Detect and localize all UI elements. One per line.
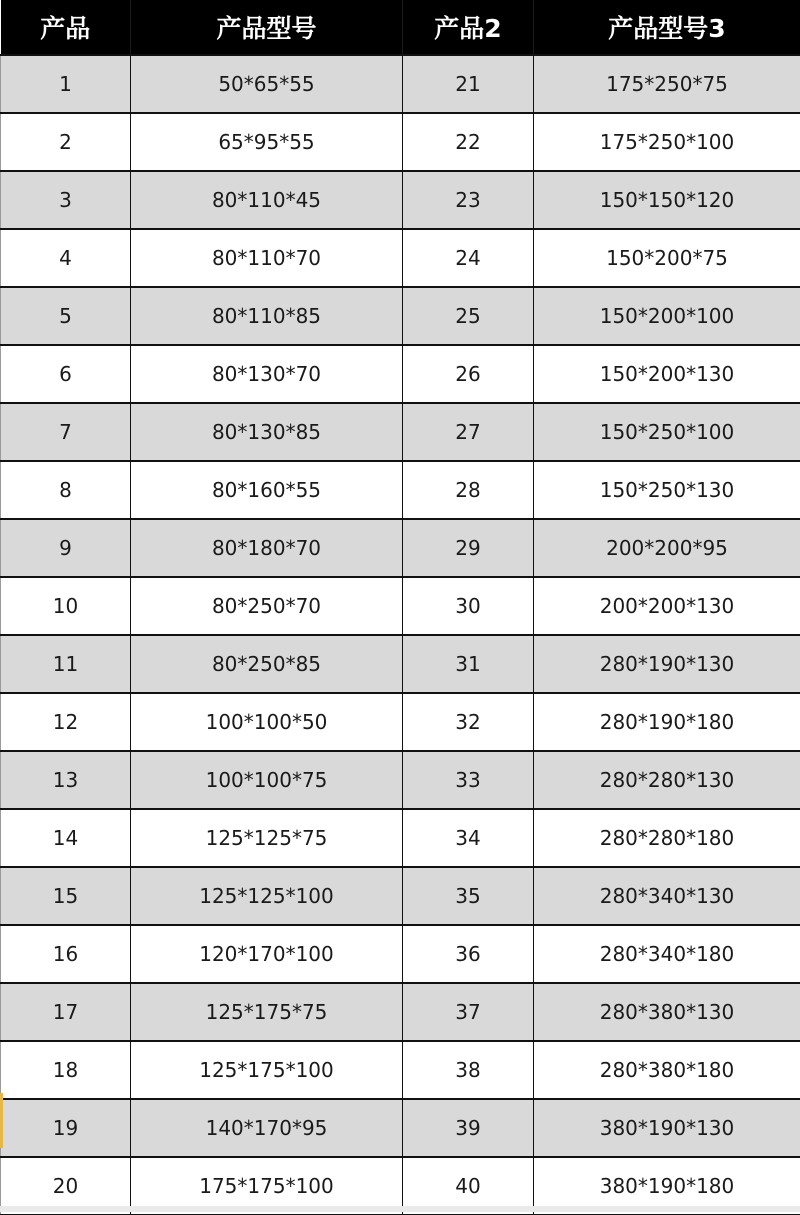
cell-product-no: 19 [1,1099,131,1157]
table-row [1,113,800,171]
cell-product-2-no: 38 [403,1041,534,1099]
cell-product-2-no: 40 [403,1157,534,1215]
table-row [1,345,800,403]
cell-product-no: 7 [1,403,131,461]
table-row [1,577,800,635]
cell-product-model: 65*95*55 [131,113,403,171]
cell-product-no: 16 [1,925,131,983]
cell-product-model: 125*175*75 [131,983,403,1041]
table-row [1,229,800,287]
cell-product-model: 140*170*95 [131,1099,403,1157]
table-row [1,519,800,577]
cell-product-model-3: 150*200*130 [534,345,800,403]
cell-product-no: 10 [1,577,131,635]
cell-product-model-3: 150*250*130 [534,461,800,519]
cell-product-model-3: 150*200*75 [534,229,800,287]
cell-product-model-3: 280*380*180 [534,1041,800,1099]
table-body [1,55,800,1215]
table-row [1,1041,800,1099]
table-row [1,983,800,1041]
cell-product-2-no: 32 [403,693,534,751]
cell-product-2-no: 39 [403,1099,534,1157]
cell-product-no: 5 [1,287,131,345]
cell-product-2-no: 25 [403,287,534,345]
row-accent-mark [0,1093,3,1148]
cell-product-no: 4 [1,229,131,287]
cell-product-no: 9 [1,519,131,577]
cell-product-2-no: 31 [403,635,534,693]
cell-product-model-3: 280*380*130 [534,983,800,1041]
cell-product-model: 80*130*70 [131,345,403,403]
table-row [1,809,800,867]
table-row [1,635,800,693]
table-row [1,55,800,113]
cell-product-model: 80*180*70 [131,519,403,577]
table-row [1,461,800,519]
header-product-2: 产品2 [403,0,534,55]
cell-product-model: 80*160*55 [131,461,403,519]
cell-product-model: 80*130*85 [131,403,403,461]
header-product-model-3: 产品型号3 [534,0,800,55]
cell-product-model: 80*250*85 [131,635,403,693]
header-product: 产品 [1,0,131,55]
cell-product-2-no: 28 [403,461,534,519]
table-row [1,1099,800,1157]
cell-product-model-3: 175*250*100 [534,113,800,171]
cell-product-model: 100*100*50 [131,693,403,751]
cell-product-model: 125*175*100 [131,1041,403,1099]
cell-product-model: 50*65*55 [131,55,403,113]
cell-product-no: 2 [1,113,131,171]
cell-product-model-3: 380*190*180 [534,1157,800,1215]
cell-product-no: 12 [1,693,131,751]
cell-product-no: 17 [1,983,131,1041]
cell-product-model-3: 150*250*100 [534,403,800,461]
header-row [1,0,800,55]
cell-product-2-no: 26 [403,345,534,403]
cell-product-model-3: 175*250*75 [534,55,800,113]
cell-product-model-3: 280*280*130 [534,751,800,809]
cell-product-model: 125*125*75 [131,809,403,867]
cell-product-model-3: 150*200*100 [534,287,800,345]
cell-product-no: 11 [1,635,131,693]
cell-product-no: 18 [1,1041,131,1099]
cell-product-no: 3 [1,171,131,229]
cell-product-model: 175*175*100 [131,1157,403,1215]
cell-product-no: 20 [1,1157,131,1215]
cell-product-2-no: 27 [403,403,534,461]
cell-product-2-no: 34 [403,809,534,867]
cell-product-2-no: 37 [403,983,534,1041]
table-row [1,867,800,925]
cell-product-model: 100*100*75 [131,751,403,809]
cell-product-2-no: 24 [403,229,534,287]
cell-product-2-no: 22 [403,113,534,171]
table-row [1,403,800,461]
cell-product-no: 13 [1,751,131,809]
cell-product-model-3: 280*190*180 [534,693,800,751]
table-row [1,751,800,809]
table-row [1,171,800,229]
table-row [1,693,800,751]
table-row [1,925,800,983]
cell-product-model-3: 200*200*95 [534,519,800,577]
cell-product-2-no: 29 [403,519,534,577]
cell-product-model-3: 280*340*130 [534,867,800,925]
cell-product-model: 80*250*70 [131,577,403,635]
cell-product-2-no: 30 [403,577,534,635]
cell-product-model-3: 280*190*130 [534,635,800,693]
cell-product-no: 8 [1,461,131,519]
cell-product-2-no: 36 [403,925,534,983]
cell-product-no: 1 [1,55,131,113]
cell-product-model-3: 380*190*130 [534,1099,800,1157]
cell-product-2-no: 21 [403,55,534,113]
bottom-strip [0,1206,800,1212]
cell-product-model: 125*125*100 [131,867,403,925]
cell-product-model-3: 150*150*120 [534,171,800,229]
table-row [1,287,800,345]
cell-product-model-3: 280*280*180 [534,809,800,867]
header-product-model: 产品型号 [131,0,403,55]
cell-product-2-no: 33 [403,751,534,809]
cell-product-model-3: 280*340*180 [534,925,800,983]
cell-product-model-3: 200*200*130 [534,577,800,635]
table-header [1,0,800,55]
cell-product-2-no: 35 [403,867,534,925]
cell-product-model: 80*110*45 [131,171,403,229]
cell-product-no: 14 [1,809,131,867]
cell-product-no: 6 [1,345,131,403]
cell-product-model: 80*110*70 [131,229,403,287]
cell-product-no: 15 [1,867,131,925]
cell-product-model: 120*170*100 [131,925,403,983]
cell-product-2-no: 23 [403,171,534,229]
cell-product-model: 80*110*85 [131,287,403,345]
